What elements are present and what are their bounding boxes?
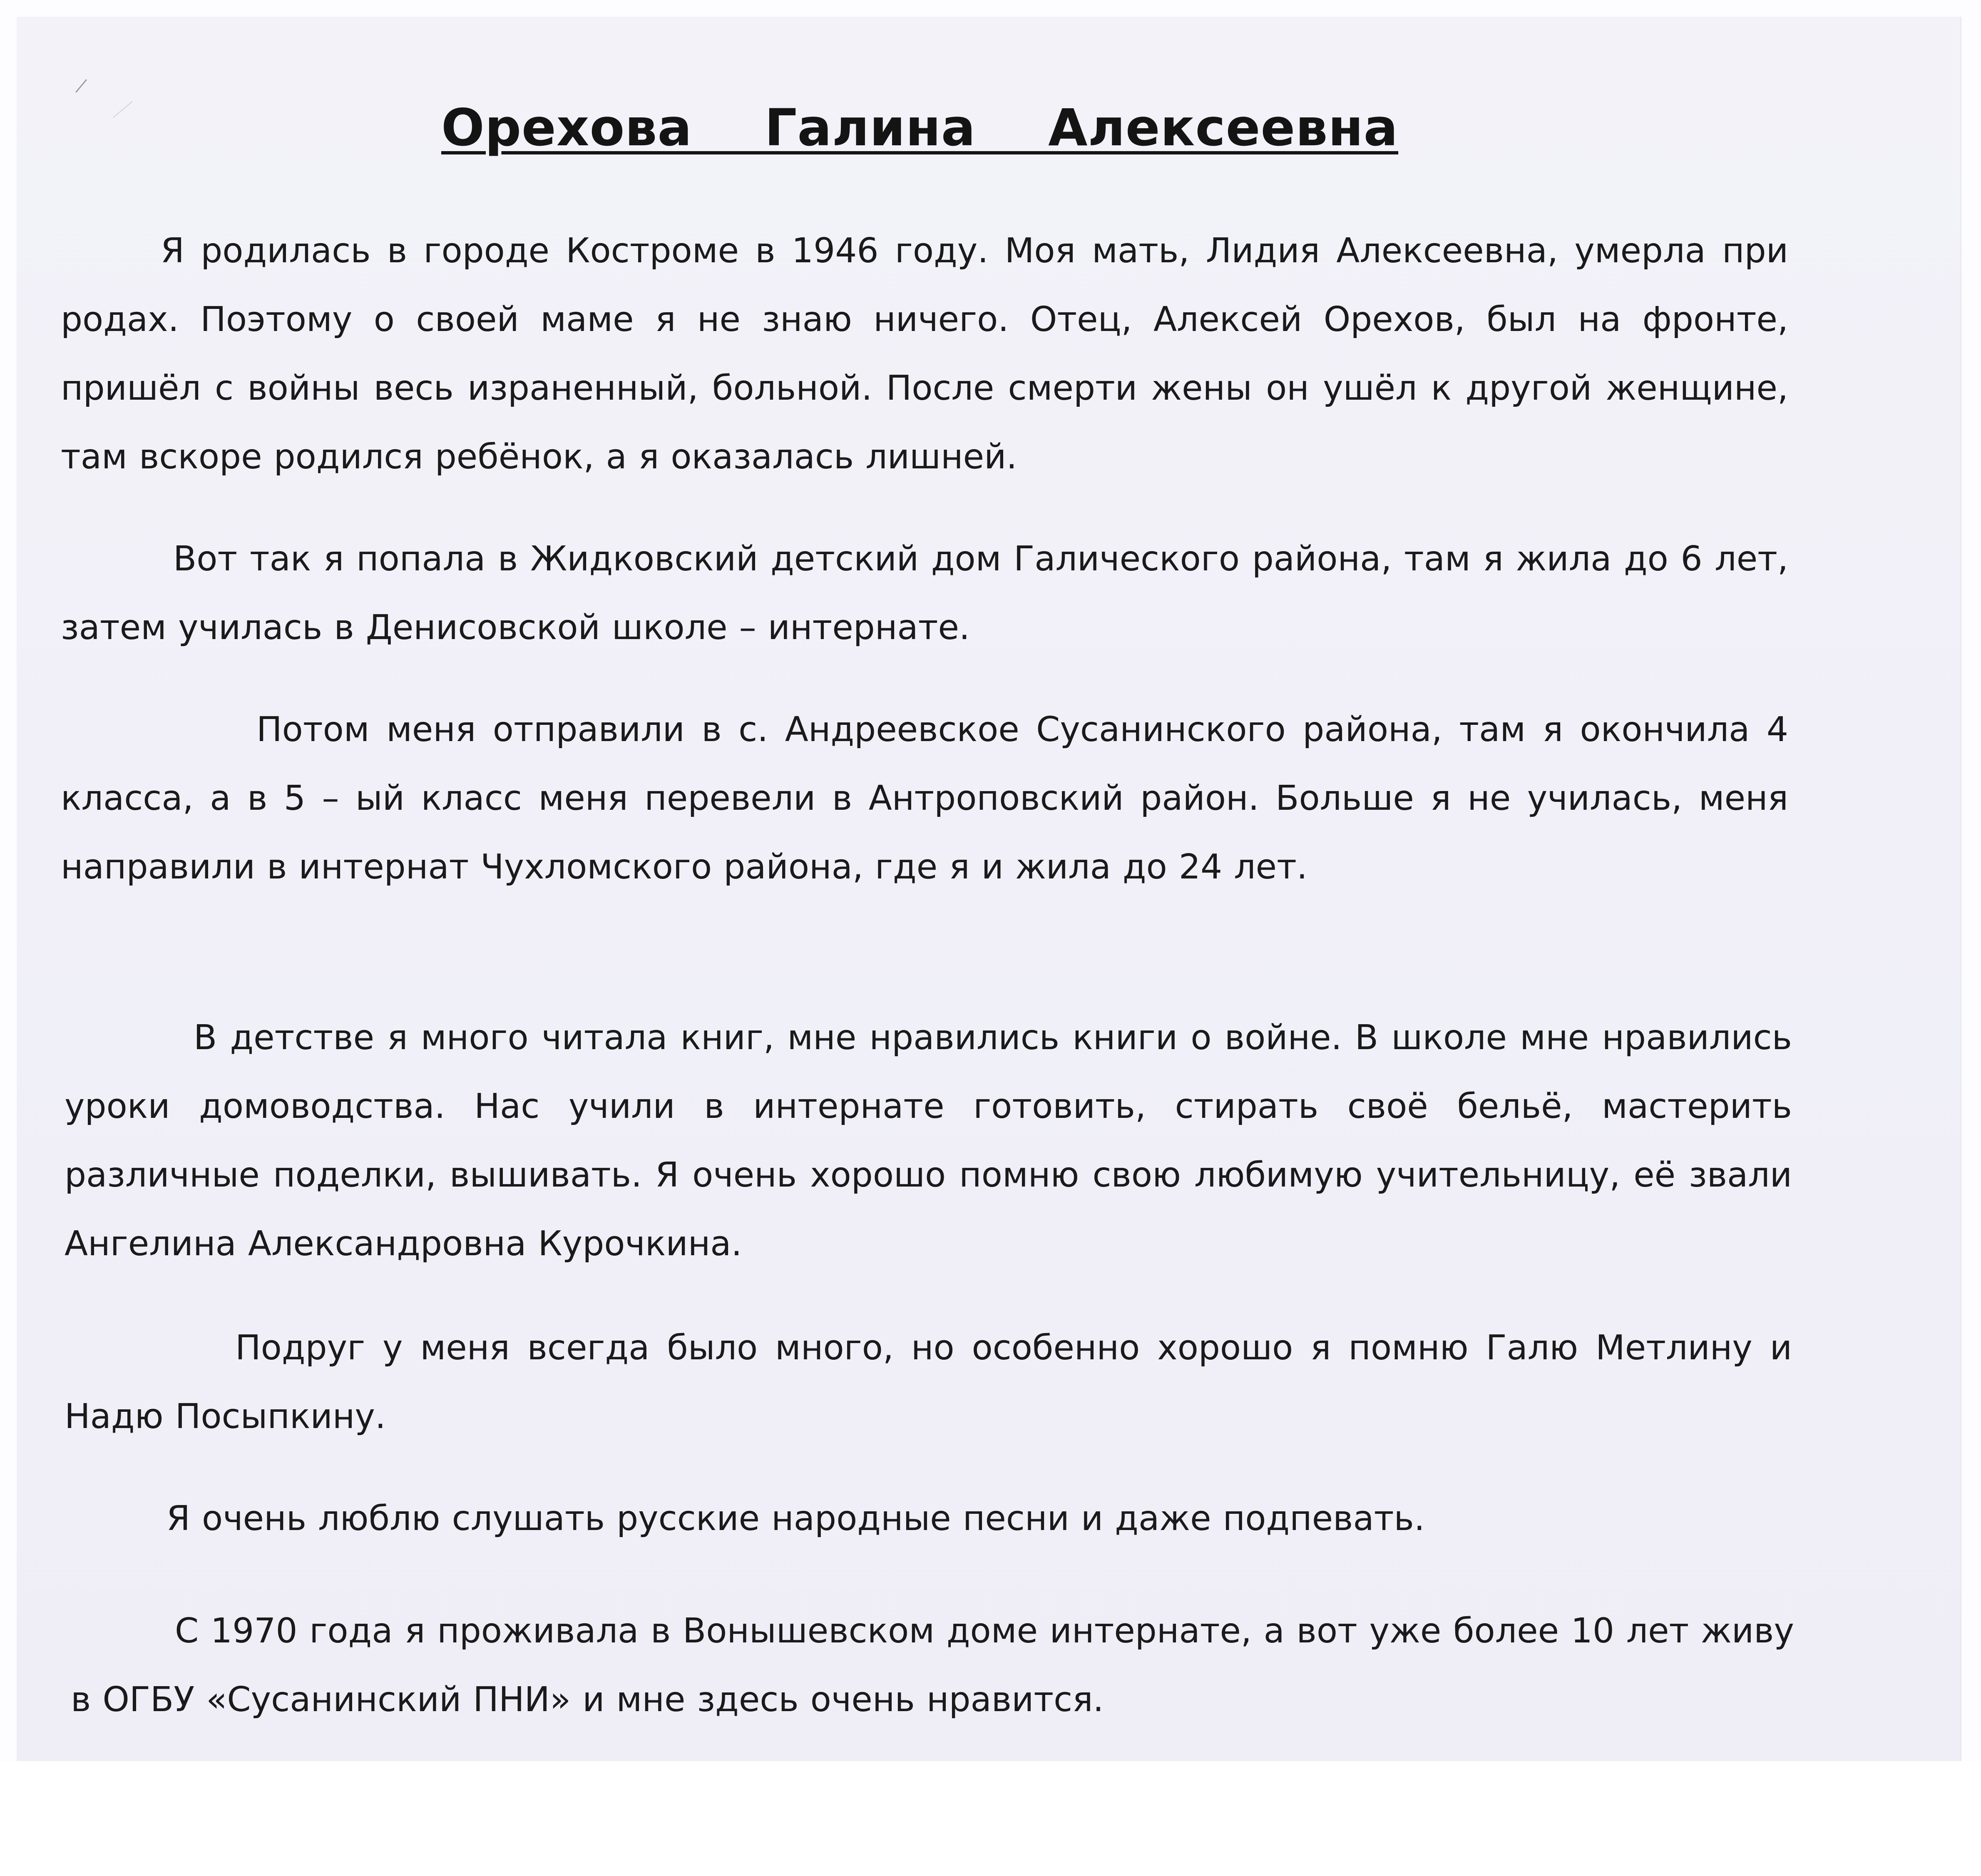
scan-margin (0, 1761, 1981, 1876)
paragraph-songs: Я очень люблю слушать русские народные песни и даже подпевать. (167, 1499, 1425, 1538)
paragraph-childhood: В детстве я много читала книг, мне нравились книги о войне. В школе мне нравились уроки домоводства. Нас учили в интернате готовить, стирать своё бельё, мастерить различные поделки, вышивать. Я очень хорошо помню свою любимую учительницу, её звали Ангелина Александровна Курочкина. (65, 1018, 1792, 1264)
document-title: Орехова Галина Алексеевна (441, 98, 1399, 157)
paragraph-birth: Я родилась в городе Костроме в 1946 году. Моя мать, Лидия Алексеевна, умерла при родах. Поэтому о своей маме я не знаю ничего. Отец, Алексей Орехов, был на фронте, пришёл с войны весь израненный, больной. После смерти жены он ушёл к другой женщине, там вскоре родился ребёнок, а я оказалась лишней. (61, 231, 1788, 477)
paragraph-orphanage: Вот так я попала в Жидковский детский дом Галического района, там я жила до 6 лет, затем училась в Денисовской школе – интернате. (61, 539, 1788, 647)
paragraph-schooling: Потом меня отправили в с. Андреевское Сусанинского района, там я окончила 4 класса, а в 5 – ый класс меня перевели в Антроповский район. Больше я не училась, меня направили в интернат Чухломского района, где я и жила до 24 лет. (61, 710, 1788, 887)
paragraph-residence: С 1970 года я проживала в Вонышевском доме интернате, а вот уже более 10 лет живу в ОГБУ «Сусанинский ПНИ» и мне здесь очень нравится. (71, 1611, 1794, 1719)
paragraph-friends: Подруг у меня всегда было много, но особенно хорошо я помню Галю Метлину и Надю Посыпкину. (65, 1328, 1792, 1436)
